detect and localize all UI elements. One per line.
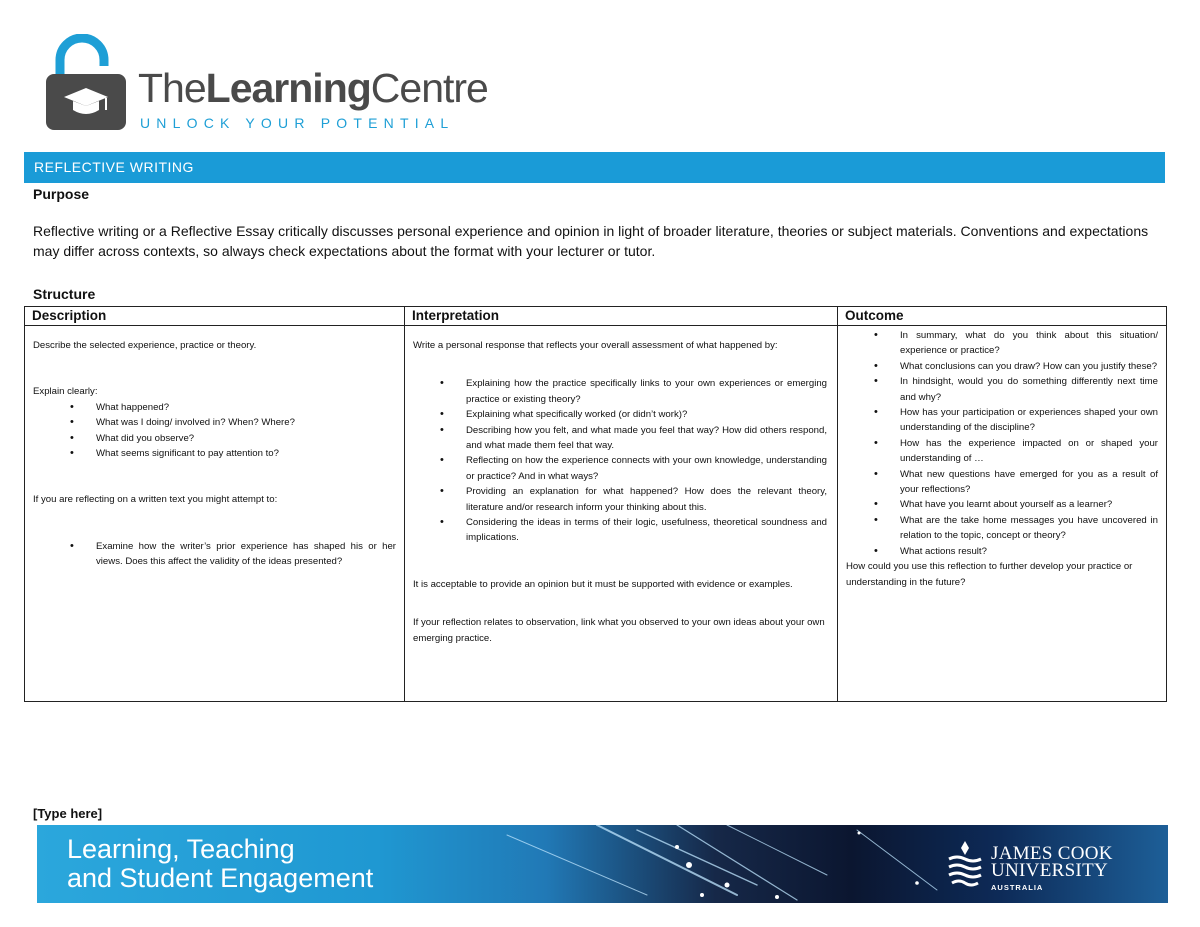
list-item: • What conclusions can you draw? How can you justify these? — [846, 359, 1158, 374]
list-item: • How has your participation or experiences shaped your own understanding of the discipline? — [846, 405, 1158, 436]
description-cell — [25, 326, 404, 570]
description-header: Description — [25, 307, 404, 326]
section-heading: REFLECTIVE WRITING — [34, 159, 194, 175]
banner-title: Learning, Teaching and Student Engagement — [67, 834, 374, 893]
written-text-list — [33, 539, 396, 570]
list-item: • How has the experience impacted on or shaped your understanding of … — [846, 436, 1158, 467]
interpretation-intro: Write a personal response that reflects your overall assessment of what happened by: — [413, 340, 778, 351]
list-item: • What are the take home messages you have uncovered in relation to the topic, concept or theory? — [846, 513, 1158, 544]
list-item: • Reflecting on how the experience connects with your own knowledge, understanding or practice? And in what ways? — [413, 453, 827, 484]
description-intro: Describe the selected experience, practice or theory. — [33, 340, 257, 351]
interpretation-column — [405, 307, 838, 701]
list-item: • Providing an explanation for what happened? How does the relevant theory, literature and/or research inform your thinking about this. — [413, 484, 827, 515]
jcu-crest-icon — [945, 839, 985, 889]
list-item: • In hindsight, would you do something differently next time and why? — [846, 374, 1158, 405]
list-item: • Explaining how the practice specifically links to your own experiences or emerging practice or existing theory? — [413, 376, 827, 407]
purpose-paragraph: Reflective writing or a Reflective Essay critically discusses personal experience and opinion in light of broader literature, theories or subject materials. Conventions and expectations may differ across contexts, so always check expectations about the format with your lecturer or tutor. — [33, 223, 1149, 259]
logo-tagline: UNLOCK YOUR POTENTIAL — [140, 115, 455, 131]
list-item: • What new questions have emerged for you as a result of your reflections? — [846, 467, 1158, 498]
explain-label: Explain clearly: — [33, 386, 98, 398]
section-heading-bar — [24, 152, 1165, 183]
opinion-note: It is acceptable to provide an opinion but it must be supported with evidence or examples. — [413, 578, 793, 590]
list-item: • What actions result? — [846, 544, 1158, 559]
structure-table — [24, 306, 1167, 702]
outcome-list — [846, 328, 1158, 559]
list-item: • Examine how the writer’s prior experience has shaped his or her views. Does this affect the validity of the ideas presented? — [33, 539, 396, 570]
list-item: • Considering the ideas in terms of their logic, usefulness, theoretical soundness and implications. — [413, 515, 827, 546]
list-item: • Explaining what specifically worked (or didn’t work)? — [413, 407, 827, 422]
logo-wordmark: TheLearningCentre — [138, 65, 488, 111]
list-item: • What seems significant to pay attention to? — [33, 446, 396, 461]
explain-list — [33, 400, 396, 462]
written-text-label: If you are reflecting on a written text you might attempt to: — [33, 494, 278, 506]
outcome-closing: How could you use this reflection to further develop your practice or understanding in the future? — [846, 561, 1133, 588]
jcu-country: AUSTRALIA — [991, 883, 1044, 892]
jcu-wordmark: JAMES COOK UNIVERSITY — [991, 843, 1113, 881]
outcome-column — [838, 307, 1166, 701]
outcome-cell — [838, 326, 1166, 590]
structure-heading: Structure — [33, 286, 96, 302]
outcome-header: Outcome — [838, 307, 1166, 326]
footer-placeholder[interactable]: [Type here] — [33, 806, 103, 821]
jcu-logo — [945, 825, 1160, 903]
padlock-graduation-cap-icon — [44, 34, 128, 130]
interpretation-header: Interpretation — [405, 307, 837, 326]
interpretation-list — [413, 376, 827, 545]
list-item: • What happened? — [33, 400, 396, 415]
footer-banner — [37, 825, 1168, 903]
purpose-heading: Purpose — [33, 186, 90, 202]
description-column — [25, 307, 405, 701]
list-item: • What was I doing/ involved in? When? Where? — [33, 415, 396, 430]
list-item: • What have you learnt about yourself as a learner? — [846, 497, 1158, 512]
learning-centre-logo — [44, 34, 488, 134]
list-item: • What did you observe? — [33, 431, 396, 446]
interpretation-cell — [405, 326, 837, 646]
list-item: • Describing how you felt, and what made you feel that way? How did others respond, and what made them feel that way. — [413, 423, 827, 454]
list-item: • In summary, what do you think about this situation/ experience or practice? — [846, 328, 1158, 359]
observation-note: If your reflection relates to observation, link what you observed to your own ideas about your own emerging practice. — [413, 617, 825, 644]
